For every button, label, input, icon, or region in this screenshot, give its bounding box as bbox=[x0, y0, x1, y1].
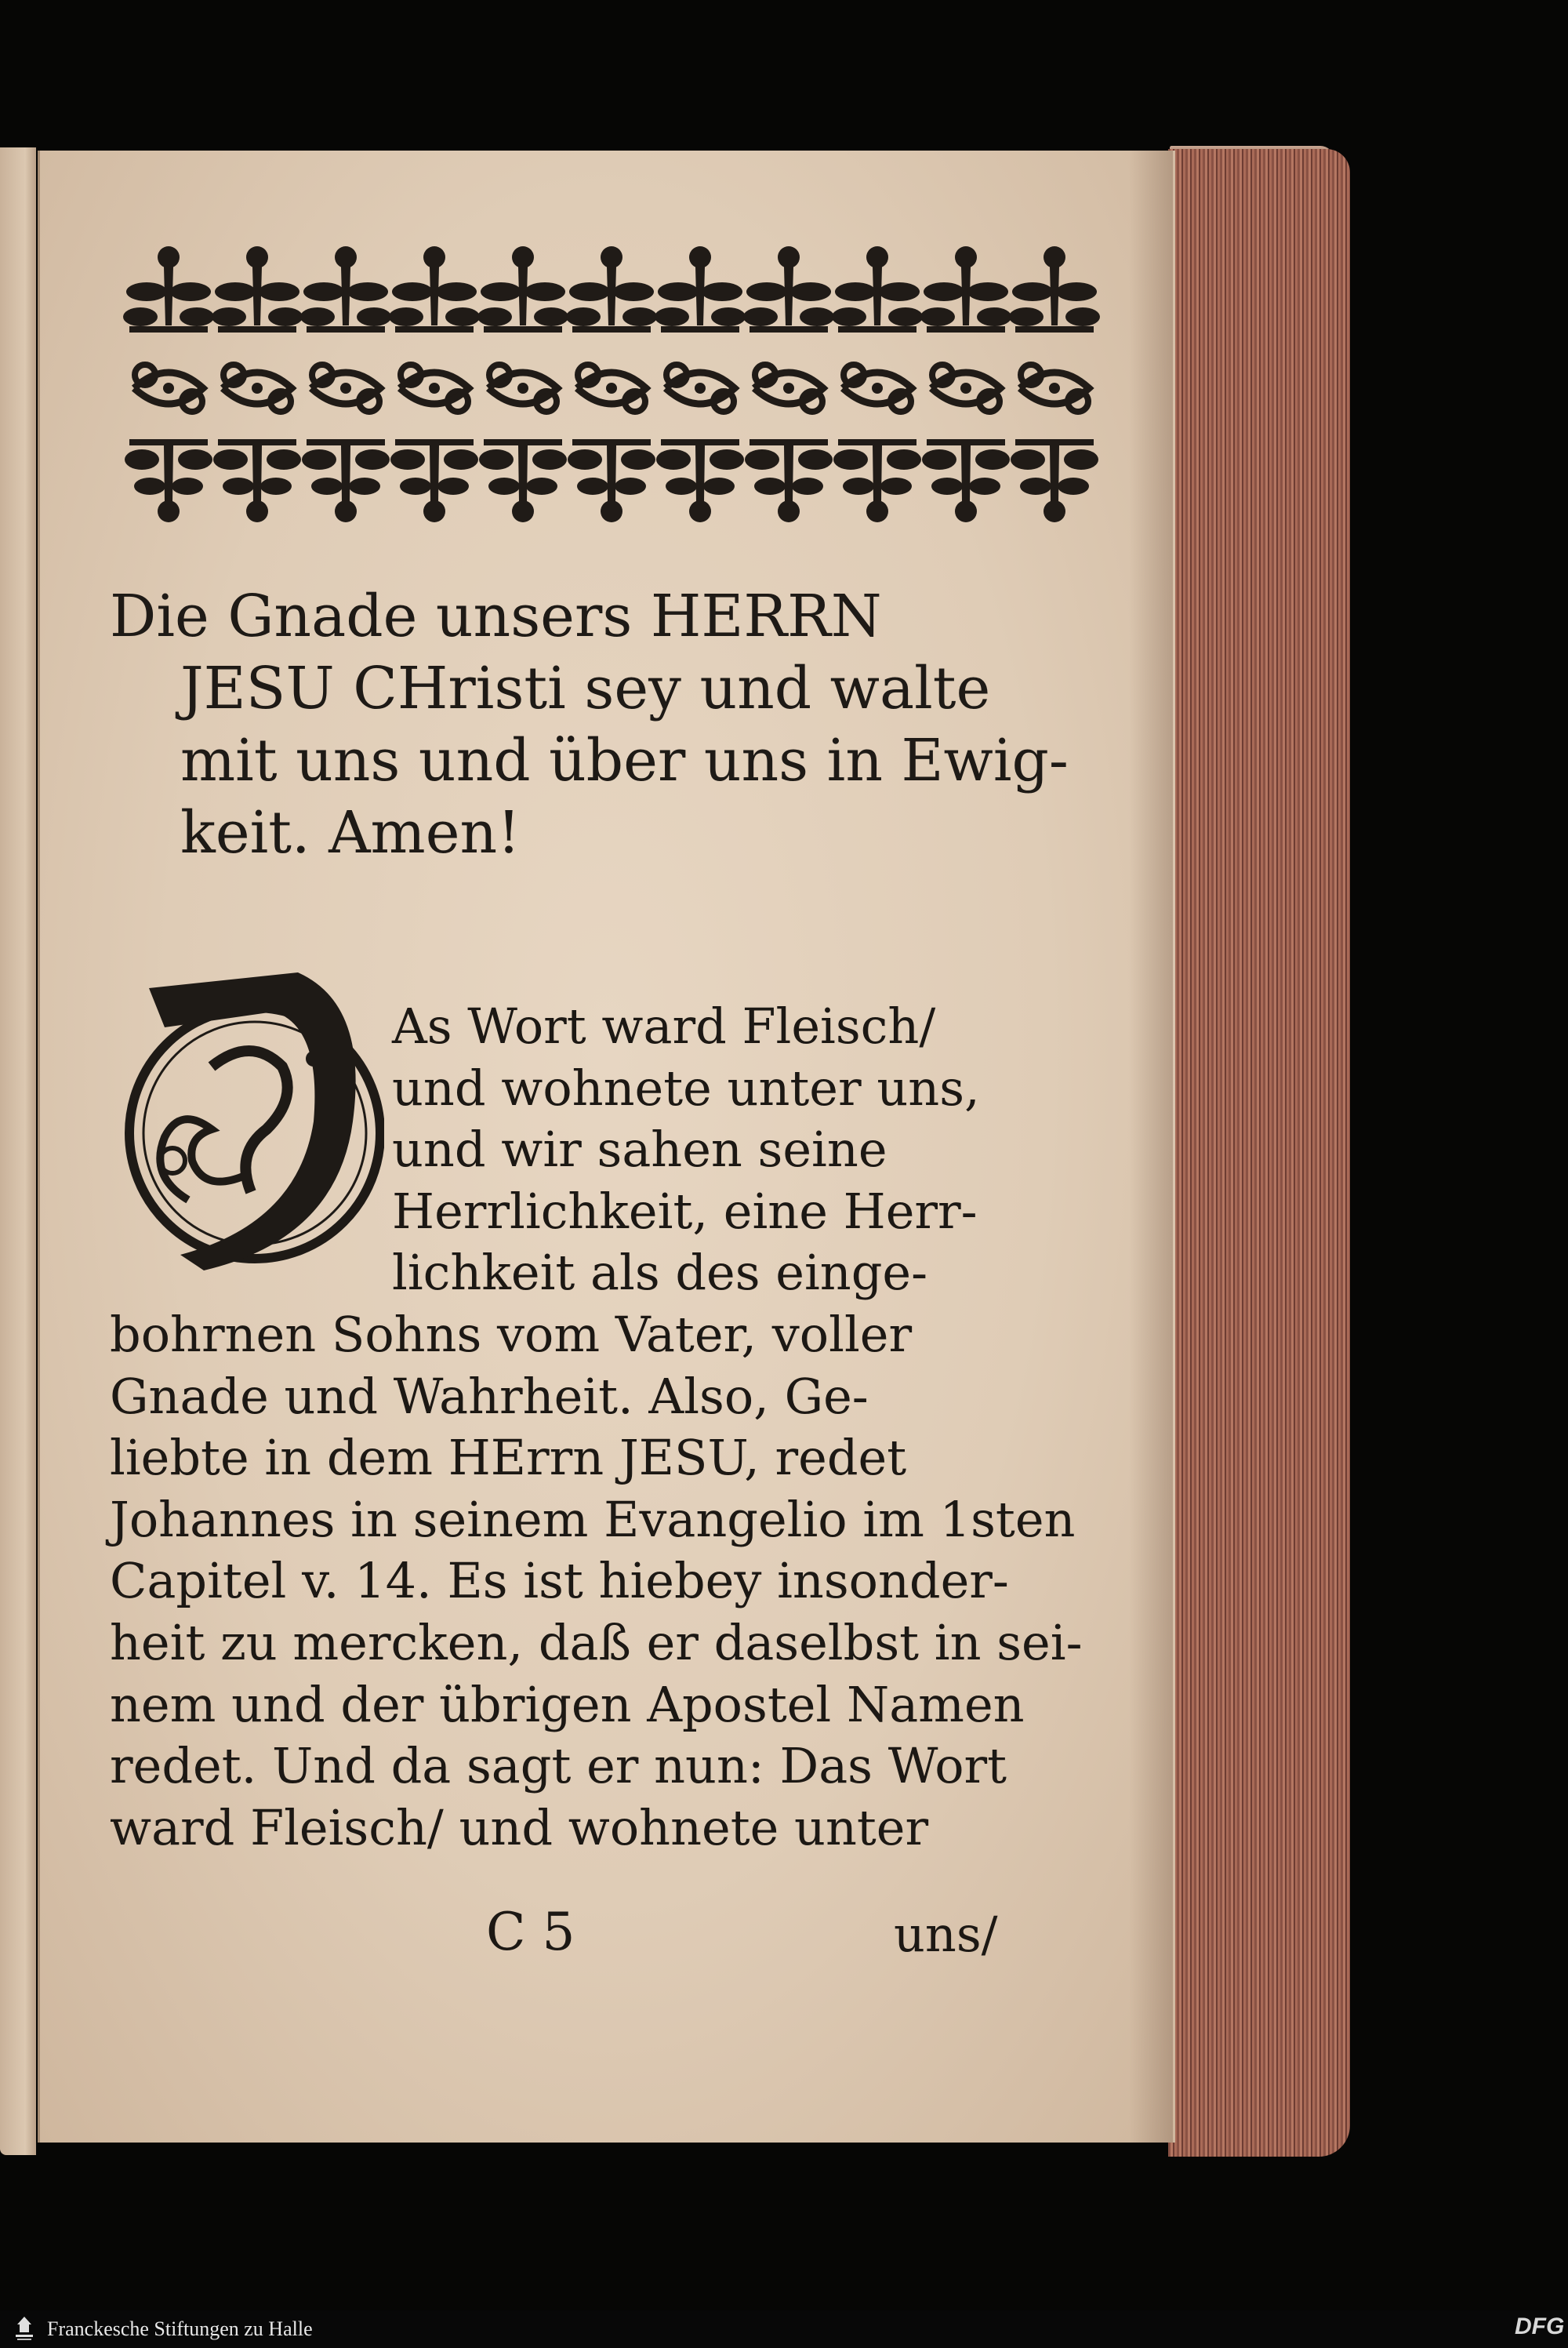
text-line: Gnade und Wahrheit. Also, Ge- bbox=[110, 1367, 869, 1425]
heading-line: keit. Amen! bbox=[180, 799, 521, 867]
ornament-scroll bbox=[488, 365, 557, 412]
ornament-scroll bbox=[311, 365, 380, 412]
heading-line: JESU CHristi sey und walte bbox=[180, 655, 991, 722]
ornament-inverted-flower bbox=[479, 439, 567, 522]
ornament-scroll bbox=[577, 365, 646, 412]
text-line: liebte in dem HErrn JESU, redet bbox=[110, 1429, 907, 1487]
ornament-inverted-flower bbox=[1011, 439, 1098, 522]
text-line: As Wort ward Fleisch/ bbox=[392, 998, 936, 1055]
institution-name: Franckesche Stiftungen zu Halle bbox=[47, 2317, 313, 2340]
ornament-flower bbox=[300, 246, 391, 333]
ornament-scroll bbox=[1020, 365, 1089, 412]
heading-line: Die Gnade unsers HERRN bbox=[110, 583, 882, 650]
ornament-inverted-flower bbox=[745, 439, 833, 522]
ornament-scroll bbox=[400, 365, 469, 412]
ornament-flower bbox=[566, 246, 657, 333]
signature-mark: C 5 bbox=[486, 1902, 575, 1962]
ornament-inverted-flower bbox=[390, 439, 478, 522]
ornament-flower bbox=[920, 246, 1011, 333]
ornament-flower bbox=[743, 246, 834, 333]
ornament-inverted-flower bbox=[302, 439, 390, 522]
ornament-flower bbox=[477, 246, 568, 333]
ornament-flower bbox=[832, 246, 923, 333]
text-line: und wohnete unter uns, bbox=[392, 1059, 980, 1117]
ornament-inverted-flower bbox=[213, 439, 301, 522]
ornament-band bbox=[0, 0, 1568, 549]
ornament-inverted-flower bbox=[125, 439, 212, 522]
ornament-inverted-flower bbox=[922, 439, 1010, 522]
ornament-scroll bbox=[931, 365, 1000, 412]
ornament-flower bbox=[389, 246, 480, 333]
text-line: bohrnen Sohns vom Vater, voller bbox=[110, 1305, 913, 1363]
text-line: ward Fleisch/ und wohnete unter bbox=[110, 1798, 929, 1856]
text-line: Johannes in seinem Evangelio im 1sten bbox=[110, 1490, 1076, 1548]
text-line: und wir sahen seine bbox=[392, 1121, 887, 1179]
ornament-flower bbox=[212, 246, 303, 333]
text-line: nem und der übrigen Apostel Namen bbox=[110, 1675, 1025, 1733]
dfg-logo: DFG bbox=[1515, 2313, 1565, 2339]
ornament-scroll bbox=[223, 365, 292, 412]
ornament-scroll bbox=[134, 365, 203, 412]
ornament-scroll bbox=[843, 365, 912, 412]
ornament-scroll bbox=[754, 365, 823, 412]
ornament-flower bbox=[655, 246, 746, 333]
text-line: heit zu mercken, daß er daselbst in sei- bbox=[110, 1613, 1083, 1671]
institution-logo-icon bbox=[8, 2313, 41, 2345]
ornament-flower bbox=[123, 246, 214, 333]
text-line: Herrlichkeit, eine Herr- bbox=[392, 1182, 978, 1240]
catchword: uns/ bbox=[894, 1906, 998, 1963]
text-line: lichkeit als des einge- bbox=[392, 1244, 928, 1302]
heading-line: mit uns und über uns in Ewig- bbox=[180, 727, 1069, 794]
text-line: Capitel v. 14. Es ist hiebey insonder- bbox=[110, 1552, 1009, 1610]
sermon-text bbox=[110, 996, 1083, 1859]
ornament-inverted-flower bbox=[833, 439, 921, 522]
ornament-inverted-flower bbox=[656, 439, 744, 522]
text-line: redet. Und da sagt er nun: Das Wort bbox=[110, 1737, 1007, 1795]
ornament-scroll bbox=[666, 365, 735, 412]
invocation-heading bbox=[110, 580, 1069, 869]
ornament-flower bbox=[1009, 246, 1100, 333]
ornament-inverted-flower bbox=[568, 439, 655, 522]
